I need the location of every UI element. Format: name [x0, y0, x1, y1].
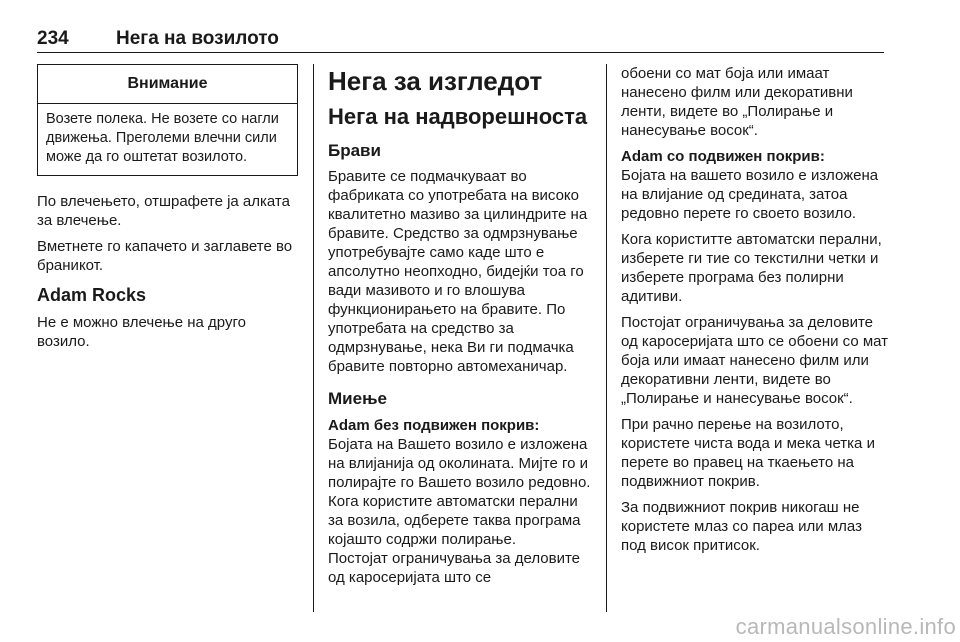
column-divider	[313, 64, 314, 612]
paragraph	[328, 416, 592, 587]
watermark: carmanualsonline.info	[735, 614, 956, 639]
paragraph: обоени со мат боја или имаат нанесено филм или декоративни ленти, видете во „Полирање и нанесување восок“.	[621, 65, 853, 139]
subsection-title: Нега на надворешноста	[328, 104, 588, 129]
header-rule	[37, 52, 884, 53]
column-divider	[606, 64, 607, 612]
heading-locks: Брави	[328, 141, 381, 160]
page-number: 234	[37, 28, 69, 49]
run-in-heading: Adam со подвижен покрив:	[621, 148, 825, 165]
paragraph-text: Постојат ограничувања за деловите од каросеријата што се	[328, 550, 581, 586]
paragraph-text: Бојата на вашето возило е изложена на влијание од срединатa, затоа редовно перете го своето возило.	[621, 167, 879, 222]
heading-washing: Миење	[328, 389, 387, 408]
paragraph: За подвижниот покрив никогаш не користете млаз со пареа или млаз под висок притисок.	[621, 499, 862, 554]
paragraph: По влечењето, отшрафете ја алката за влечење.	[37, 193, 290, 229]
heading-adam-rocks: Adam Rocks	[37, 285, 147, 305]
paragraph-text: Бојата на Вашето возило е изложена на влијанија од околината. Мијте го и полирајте го Вашето возило редовно. Кога користите автоматски перални за возила, одберете таква програма којашто содржи полирање.	[328, 436, 591, 548]
running-title: Нега на возилото	[116, 28, 279, 49]
column-left	[37, 64, 298, 351]
paragraph: Кога користитте автоматски перални, изберете ги тие со текстилни четки и изберете програма без полирни адитиви.	[621, 231, 882, 305]
warning-title: Внимание	[38, 65, 297, 104]
warning-text: Возете полека. Не возете со нагли движења. Преголеми влечни сили може да го оштетат возилото.	[46, 111, 279, 165]
paragraph: Постојат ограничувања за деловите од каросеријата што се обоени со мат боја или имаат нанесено филм или декоративни ленти, видете во „Полирање и нанесување восок“.	[621, 314, 889, 407]
paragraph	[621, 147, 889, 223]
paragraph: Бравите се подмачкуваат во фабриката со употребата на високо квалитетно мазиво за цилиндрите на бравите. Средство за одмрзнување употребувајте само каде што е апсолутно неопходно, бидејќи тоа го вади мазивото и го влошува функционирањето на бравите. По употребата на средство за одмрзнување, нека Ви ги подмачка бравите повторно автомеханичар.	[328, 168, 588, 375]
paragraph: Вметнете го капачето и заглавете во браникот.	[37, 238, 293, 274]
paragraph: При рачно перење на возилото, користете чиста вода и мека четка и перете во правец на ткаењето на подвижниот покрив.	[621, 416, 875, 490]
warning-box	[37, 64, 298, 176]
column-right	[621, 64, 889, 555]
run-in-heading: Adam без подвижен покрив:	[328, 417, 540, 434]
section-title: Нега за изгледот	[328, 66, 543, 96]
paragraph: Не е можно влечење на друго возило.	[37, 314, 246, 350]
column-middle	[328, 64, 592, 587]
page-header	[37, 28, 884, 52]
